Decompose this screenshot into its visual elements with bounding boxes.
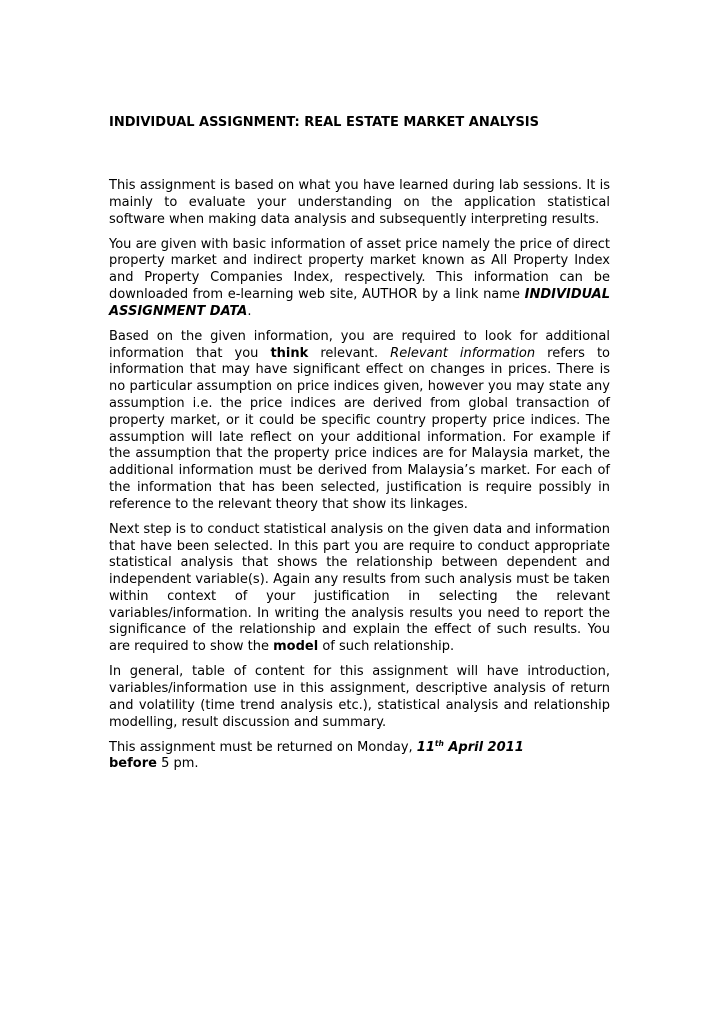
deadline-day-suffix: th xyxy=(434,738,444,748)
deadline-time: 5 pm. xyxy=(156,756,199,772)
paragraph-data-source-end: . xyxy=(247,303,252,319)
emphasis-model: model xyxy=(273,639,319,655)
document-page xyxy=(109,114,610,781)
paragraph-additional-info-text-c: refers to information that may have significant effect on changes in prices. There is no particular assumption on price indices given, however you may state any assumption i.e. the price indices are derived from global transaction of property market, or it could be specific country property price indices. The assumption will late reflect on your additional information. For example if the assumption that the property price indices are for Malaysia market, the additional information must be derived from Malaysia’s market. For each of the information that has been selected, justification is require possibly in reference to the relevant theory that show its linkages. xyxy=(109,345,610,512)
emphasis-before: before xyxy=(109,756,157,772)
paragraph-data-source-text: You are given with basic information of asset price namely the price of direct property market and indirect property market known as All Property Index and Property Companies Index, respectively. This information can be downloaded from e-learning web site, AUTHOR by a link name xyxy=(109,236,610,302)
paragraph-table-of-content xyxy=(109,664,610,731)
paragraph-additional-info xyxy=(109,329,610,514)
paragraph-additional-info-text-b: relevant. xyxy=(308,345,391,361)
paragraph-analysis-text-a: Next step is to conduct statistical analysis on the given data and information that have been selected. In this part you are require to conduct appropriate statistical analysis that shows the relationship between dependent and independent variable(s). Again any results from such analysis must be taken within context of your justification in selecting the relevant variables/information. In writing the analysis results you need to report the significance of the relationship and explain the effect of such results. You are required to show the xyxy=(109,521,610,655)
paragraph-table-of-content-text: In general, table of content for this assignment will have introduction, variables/information use in this assignment, descriptive analysis of return and volatility (time trend analysis etc.), statistical analysis and relationship modelling, result discussion and summary. xyxy=(109,664,610,730)
paragraph-deadline-text: This assignment must be returned on Monday, xyxy=(109,739,417,755)
paragraph-intro-text: This assignment is based on what you have learned during lab sessions. It is mainly to evaluate your understanding on the application statistical software when making data analysis and subsequently interpreting results. xyxy=(109,178,610,227)
paragraph-data-source xyxy=(109,237,610,321)
deadline-day: 11 xyxy=(416,739,435,755)
deadline-date: April 2011 xyxy=(443,739,524,755)
paragraph-analysis-text-b: of such relationship. xyxy=(318,639,455,655)
paragraph-deadline xyxy=(109,740,610,774)
paragraph-analysis xyxy=(109,522,610,656)
data-link-name: INDIVIDUAL ASSIGNMENT DATA xyxy=(109,286,610,319)
paragraph-additional-info-text-a: Based on the given information, you are required to look for additional information that you xyxy=(109,328,610,361)
emphasis-relevant-information: Relevant information xyxy=(390,345,536,361)
emphasis-think: think xyxy=(270,345,309,361)
document-title: INDIVIDUAL ASSIGNMENT: REAL ESTATE MARKET ANALYSIS xyxy=(109,115,540,130)
paragraph-intro xyxy=(109,178,610,228)
